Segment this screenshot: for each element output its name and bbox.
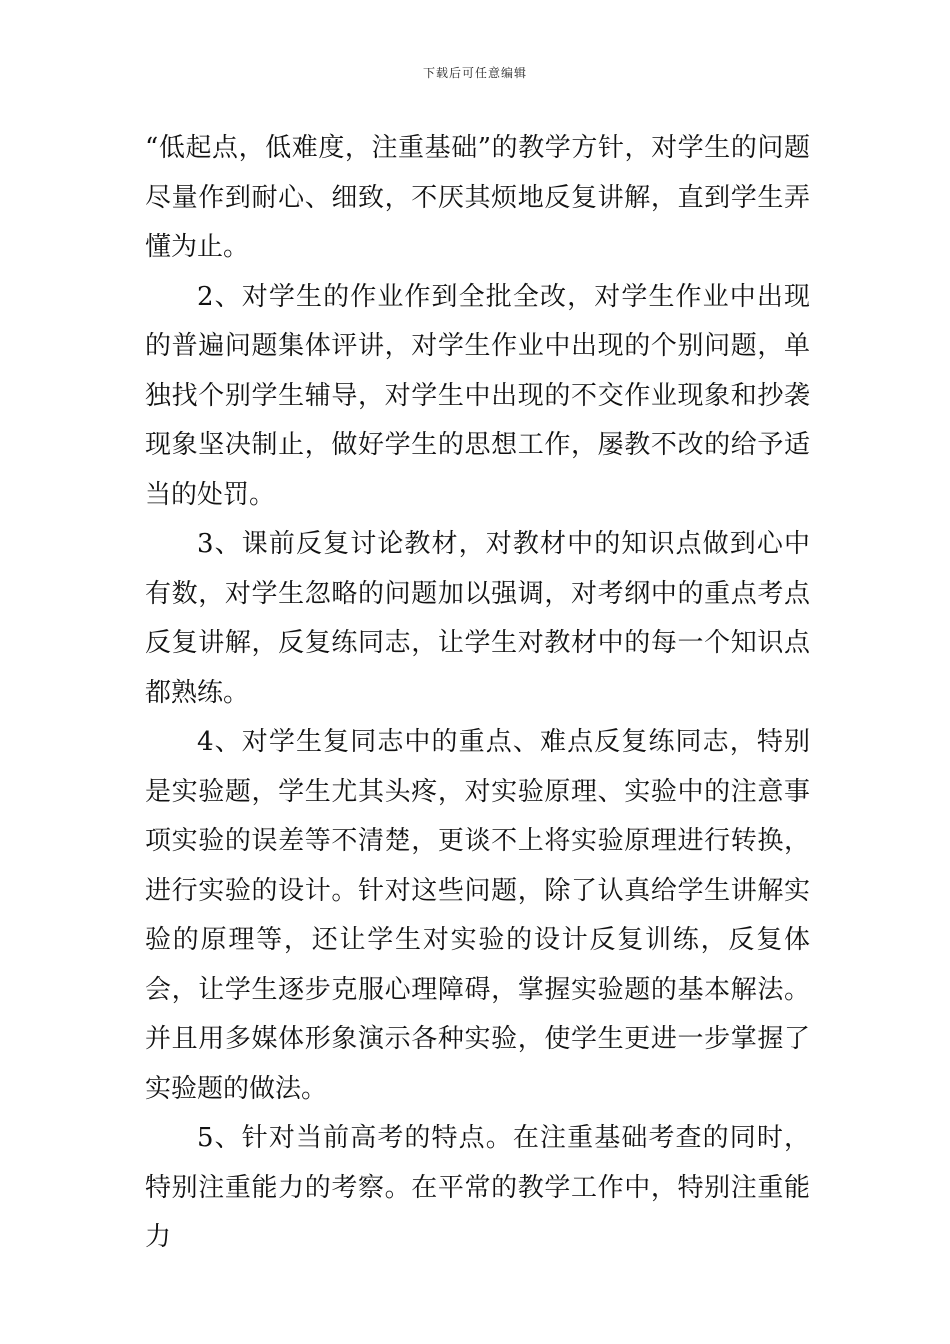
- paragraph-continuation: “低起点，低难度，注重基础”的教学方针，对学生的问题尽量作到耐心、细致，不厌其烦地反复讲解，直到学生弄懂为止。: [145, 133, 810, 262]
- paragraph-item-5: 5、针对当前高考的特点。在注重基础考查的同时，特别注重能力的考察。在平常的教学工作中，特别注重能力: [145, 1123, 810, 1252]
- page-header: 下载后可任意编辑: [422, 66, 527, 80]
- paragraph-item-3: 3、课前反复讨论教材，对教材中的知识点做到心中有数，对学生忽略的问题加以强调，对考纲中的重点考点反复讲解，反复练同志，让学生对教材中的每一个知识点都熟练。: [145, 529, 810, 708]
- document-body: [145, 124, 810, 1263]
- paragraph-item-2: 2、对学生的作业作到全批全改，对学生作业中出现的普遍问题集体评讲，对学生作业中出现的个别问题，单独找个别学生辅导，对学生中出现的不交作业现象和抄袭现象坚决制止，做好学生的思想工作，屡教不改的给予适当的处罚。: [145, 281, 810, 510]
- paragraph-item-4: 4、对学生复同志中的重点、难点反复练同志，特别是实验题，学生尤其头疼，对实验原理、实验中的注意事项实验的误差等不清楚，更谈不上将实验原理进行转换，进行实验的设计。针对这些问题，除了认真给学生讲解实验的原理等，还让学生对实验的设计反复训练，反复体会，让学生逐步克服心理障碍，掌握实验题的基本解法。并且用多媒体形象演示各种实验，使学生更进一步掌握了实验题的做法。: [145, 727, 810, 1104]
